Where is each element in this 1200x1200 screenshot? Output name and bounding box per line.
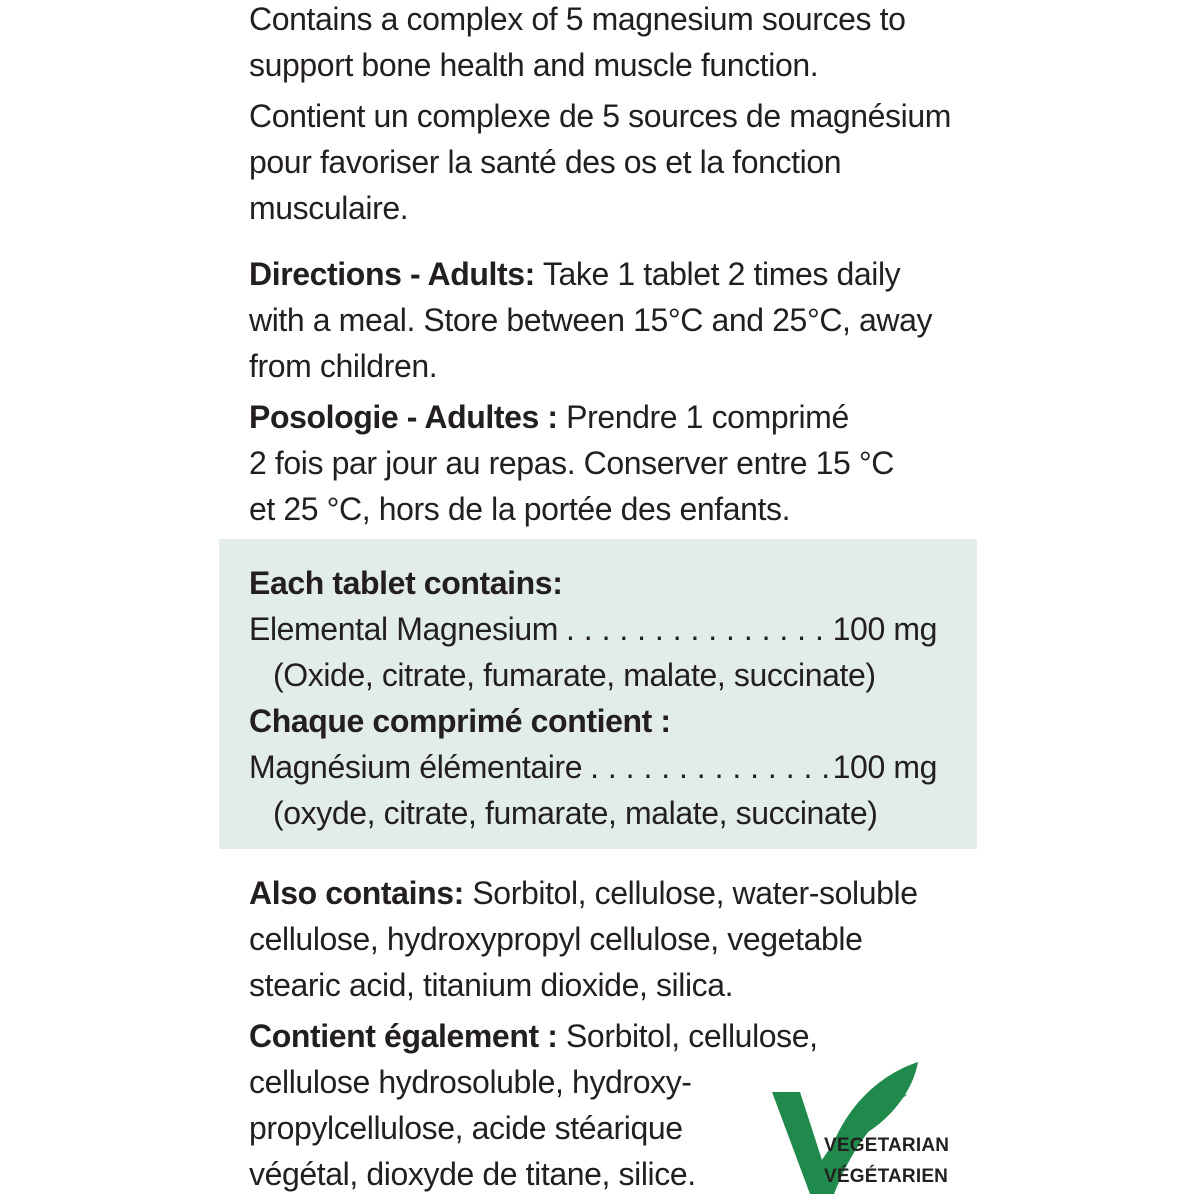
- directions-fr-line-1: [249, 394, 969, 440]
- intro-english: [249, 0, 969, 88]
- non-medicinal-english: [249, 870, 969, 1008]
- intro-fr-line-2: pour favoriser la santé des os et la fonction: [249, 144, 842, 180]
- directions-fr-line-2: 2 fois par jour au repas. Conserver entre 15 °C: [249, 445, 894, 481]
- directions-french: [249, 394, 969, 532]
- directions-fr-heading: Posologie - Adultes :: [249, 399, 558, 435]
- also-contains-en-line-3: stearic acid, titanium dioxide, silica.: [249, 967, 734, 1003]
- ingredients-en-heading: Each tablet contains:: [249, 565, 563, 601]
- directions-english: [249, 251, 969, 389]
- also-contains-fr-line-2: cellulose hydrosoluble, hydroxy-: [249, 1064, 692, 1100]
- ingredient-en-amount: 100 mg: [832, 611, 937, 647]
- ingredient-row-fr: [249, 744, 937, 790]
- dot-leader: [582, 744, 833, 790]
- intro-en-line-1: Contains a complex of 5 magnesium sources to: [249, 1, 906, 37]
- directions-en-line-1: [249, 251, 969, 297]
- ingredients-fr-heading: Chaque comprimé contient :: [249, 703, 671, 739]
- ingredient-en-name: Elemental Magnesium: [249, 611, 558, 647]
- directions-en-line-3: from children.: [249, 348, 438, 384]
- directions-fr-line-1-text: Prendre 1 comprimé: [557, 399, 849, 435]
- also-contains-en-line-2: cellulose, hydroxypropyl cellulose, vegetable: [249, 921, 863, 957]
- also-contains-fr-line-3: propylcellulose, acide stéarique: [249, 1110, 683, 1146]
- directions-en-line-2: with a meal. Store between 15°C and 25°C, away: [249, 302, 933, 338]
- dot-leader: [558, 606, 833, 652]
- also-contains-fr-line-4: végétal, dioxyde de titane, silice.: [249, 1156, 696, 1192]
- ingredient-fr-name: Magnésium élémentaire: [249, 749, 583, 785]
- also-contains-en-heading: Also contains:: [249, 875, 464, 911]
- directions-en-line-1-text: Take 1 tablet 2 times daily: [534, 256, 901, 292]
- intro-en-line-2: support bone health and muscle function.: [249, 47, 819, 83]
- also-contains-en-line-1: [249, 870, 969, 916]
- ingredient-fr-sources: (oxyde, citrate, fumarate, malate, succinate): [273, 795, 878, 831]
- also-contains-en-line-1-text: Sorbitol, cellulose, water-soluble: [463, 875, 918, 911]
- ingredient-en-sources: (Oxide, citrate, fumarate, malate, succinate): [273, 657, 876, 693]
- also-contains-fr-line-1-text: Sorbitol, cellulose,: [557, 1018, 818, 1054]
- directions-fr-line-3: et 25 °C, hors de la portée des enfants.: [249, 491, 791, 527]
- ingredient-row-en: [249, 606, 937, 652]
- intro-french: [249, 93, 969, 231]
- vegetarian-en-label: VEGETARIAN: [824, 1135, 950, 1156]
- directions-en-heading: Directions - Adults:: [249, 256, 535, 292]
- intro-fr-line-3: musculaire.: [249, 190, 409, 226]
- ingredient-fr-amount: 100 mg: [832, 749, 937, 785]
- medicinal-ingredients: [249, 560, 969, 836]
- intro-fr-line-1: Contient un complexe de 5 sources de magnésium: [249, 98, 952, 134]
- vegetarian-fr-label: VÉGÉTARIEN: [824, 1166, 949, 1187]
- also-contains-fr-heading: Contient également :: [249, 1018, 558, 1054]
